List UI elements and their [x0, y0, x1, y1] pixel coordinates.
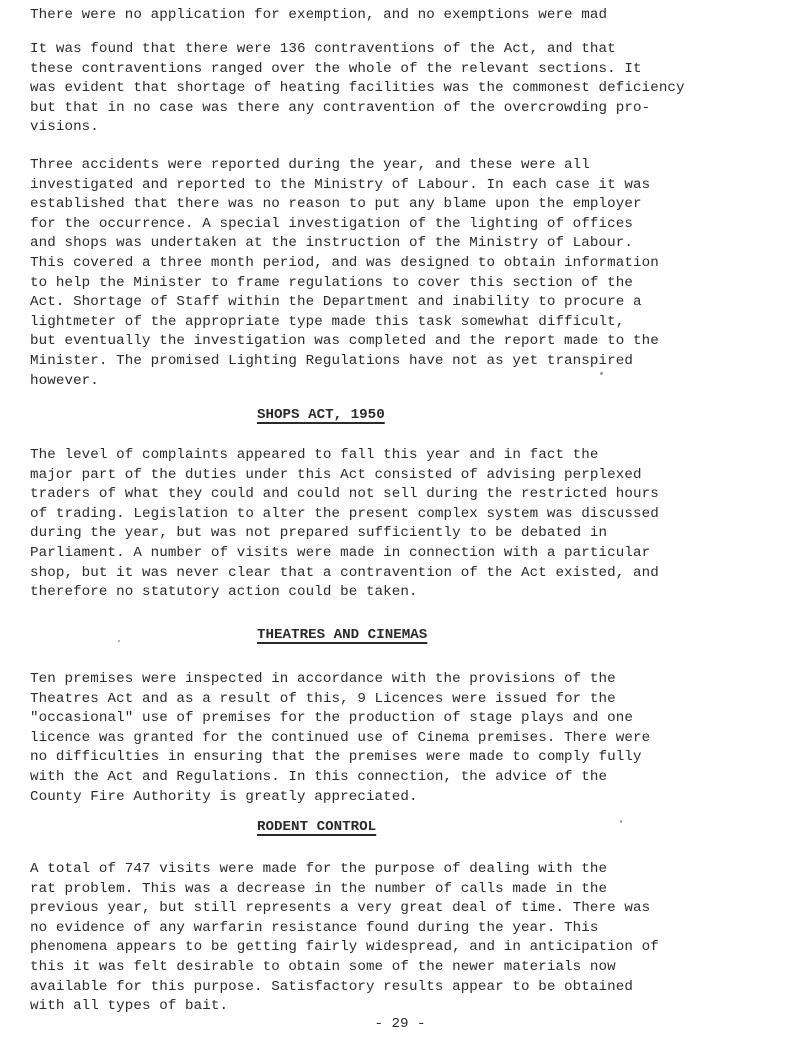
section-heading-shops-act: SHOPS ACT, 1950: [257, 407, 385, 423]
rodent-control-paragraph: A total of 747 visits were made for the purpose of dealing with the rat problem. This was a decrease in the number of calls made in the previous year, but still represents a very great deal of time. There was no evidence of any warfarin resistance found during the year. This phenomena appears to be getting fairly widespread, and in anticipation of this it was felt desirable to obtain some of the newer materials now available for this purpose. Satisfactory results appear to be obtained with all types of bait.: [30, 861, 659, 1015]
accidents-paragraph: Three accidents were reported during the year, and these were all investigated and reported to the Ministry of Labour. In each case it was established that there was no reason to put any blame upon the employer for the occurrence. A special investigation of the lighting of offices and shops was undertaken at the instruction of the Ministry of Labour. This covered a three month period, and was designed to obtain information to help the Minister to frame regulations to cover this section of the Act. Shortage of Staff within the Department and inability to procure a lightmeter of the appropriate type made this task somewhat difficult, but eventually the investigation was completed and the report made to the Minister. The promised Lighting Regulations have not as yet transpired however.: [30, 157, 659, 389]
theatres-paragraph: Ten premises were inspected in accordance with the provisions of the Theatres Act and as a result of this, 9 Licences were issued for the "occasional" use of premises for the production of stage plays and one licence was granted for the continued use of Cinema premises. There were no difficulties in ensuring that the premises were made to comply fully with the Act and Regulations. In this connection, the advice of the County Fire Authority is greatly appreciated.: [30, 671, 651, 805]
section-heading-rodent-control: RODENT CONTROL: [257, 819, 377, 835]
scan-speck: [620, 820, 622, 823]
intro-line-paragraph: There were no application for exemption, and no exemptions were mad: [30, 7, 608, 23]
scan-speck: [600, 372, 603, 375]
page-number: - 29 -: [374, 1016, 426, 1032]
contraventions-paragraph: It was found that there were 136 contraventions of the Act, and that these contraventions ranged over the whole of the relevant sections. It was evident that shortage of heating facilities was the commonest deficiency but that in no case was there any contravention of the overcrowding pro- visions.: [30, 41, 685, 136]
scan-speck: [118, 640, 120, 642]
shops-act-paragraph: The level of complaints appeared to fall this year and in fact the major part of the duties under this Act consisted of advising perplexed traders of what they could and could not sell during the restricted hours of trading. Legislation to alter the present complex system was discussed during the year, but was not prepared sufficiently to be debated in Parliament. A number of visits were made in connection with a particular shop, but it was never clear that a contravention of the Act existed, and therefore no statutory action could be taken.: [30, 447, 659, 601]
section-heading-theatres-cinemas: THEATRES AND CINEMAS: [257, 627, 428, 643]
